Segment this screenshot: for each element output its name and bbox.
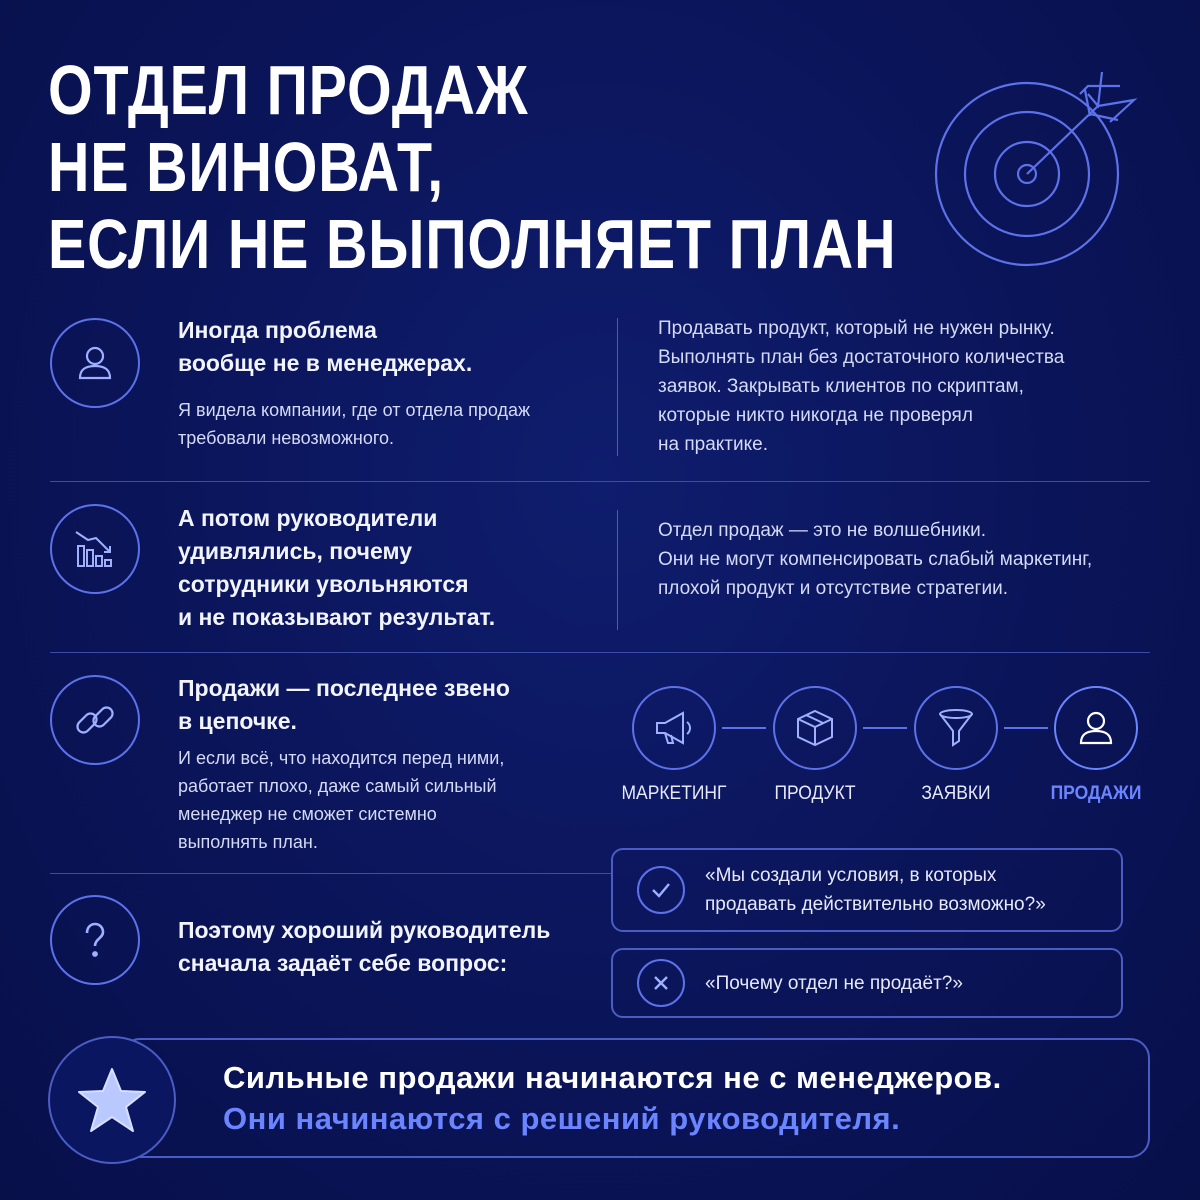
- chain-label-sales: ПРОДАЖИ: [1050, 783, 1142, 804]
- section2-right-text: Отдел продаж — это не волшебники. Они не могут компенсировать слабый маркетинг, плохой продукт и отсутствие стратегии.: [658, 520, 1093, 599]
- section2-heading: А потом руководители удивлялись, почему сотрудники увольняются и не показывают результат.: [178, 505, 496, 630]
- section3-text: И если всё, что находится перед ними, работает плохо, даже самый сильный менеджер не сможет системно выполнять план.: [178, 748, 505, 852]
- user-icon: [50, 318, 140, 408]
- section3-heading: Продажи — последнее звено в цепочке.: [178, 675, 510, 734]
- title-line-3: ЕСЛИ НЕ ВЫПОЛНЯЕТ ПЛАН: [48, 205, 897, 283]
- good-question-box: [611, 848, 1123, 932]
- chain-connector: [722, 727, 766, 729]
- user-icon: [1054, 686, 1138, 770]
- divider-horizontal: [50, 652, 1150, 653]
- final-line-1: Сильные продажи начинаются не с менеджеров.: [223, 1060, 1002, 1095]
- divider-vertical: [617, 318, 618, 456]
- divider-horizontal: [50, 873, 612, 874]
- star-icon: [48, 1036, 176, 1164]
- chain-connector: [1004, 727, 1048, 729]
- chain-label-marketing: МАРКЕТИНГ: [621, 783, 727, 804]
- page-title: [48, 51, 897, 283]
- check-icon: [637, 866, 685, 914]
- chain-label-requests: ЗАЯВКИ: [921, 783, 991, 804]
- declining-chart-icon: [50, 504, 140, 594]
- megaphone-icon: [632, 686, 716, 770]
- section1-heading: Иногда проблема вообще не в менеджерах.: [178, 317, 473, 376]
- title-line-1: ОТДЕЛ ПРОДАЖ: [48, 51, 529, 129]
- title-line-2: НЕ ВИНОВАТ,: [48, 128, 444, 206]
- section4-heading: Поэтому хороший руководитель сначала задаёт себе вопрос:: [178, 917, 551, 976]
- bad-question-text: «Почему отдел не продаёт?»: [705, 972, 963, 994]
- divider-vertical: [617, 510, 618, 630]
- final-line-2: Они начинаются с решений руководителя.: [223, 1101, 901, 1136]
- bad-question-box: [611, 948, 1123, 1018]
- chain-label-product: ПРОДУКТ: [774, 783, 856, 804]
- question-icon: [50, 895, 140, 985]
- chain-link-icon: [50, 675, 140, 765]
- target-with-arrow-icon: [930, 64, 1140, 274]
- divider-horizontal: [50, 481, 1150, 482]
- good-question-text: «Мы создали условия, в которых продавать действительно возможно?»: [705, 865, 1046, 915]
- cross-icon: [637, 959, 685, 1007]
- funnel-icon: [914, 686, 998, 770]
- section1-right-text: Продавать продукт, который не нужен рынку. Выполнять план без достаточного количества заявок. Закрывать клиентов по скриптам, которые никто никогда не проверял на практике.: [658, 318, 1065, 455]
- box-icon: [773, 686, 857, 770]
- final-statement-box: [120, 1038, 1150, 1158]
- chain-connector: [863, 727, 907, 729]
- section1-text: Я видела компании, где от отдела продаж требовали невозможного.: [178, 400, 531, 448]
